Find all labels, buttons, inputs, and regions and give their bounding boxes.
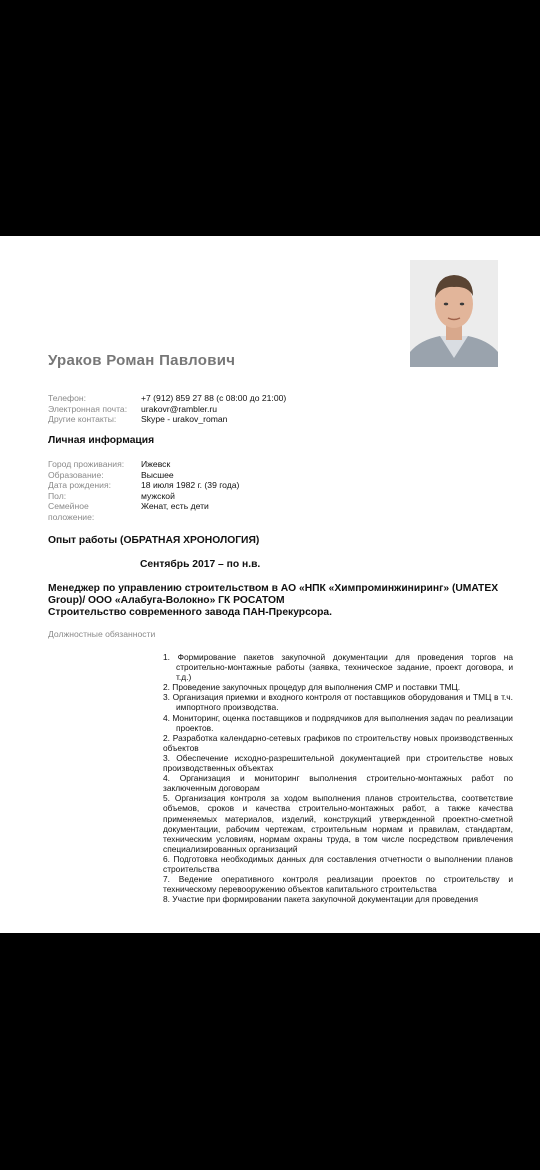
field-label-cont: положение: bbox=[48, 511, 95, 522]
contact-label: Другие контакты: bbox=[48, 414, 117, 425]
marital-value: Женат, есть дети bbox=[141, 501, 209, 512]
city-value: Ижевск bbox=[141, 459, 171, 469]
resume-page bbox=[0, 236, 540, 933]
job-title-line: Менеджер по управлению строительством в АО «НПК «Химпроминжиниринг» (UMATEX bbox=[48, 583, 499, 594]
duty-item: 6. Подготовка необходимых данных для составления отчетности о выполнении планов строительства bbox=[163, 853, 513, 874]
contact-label: Электронная почта: bbox=[48, 403, 128, 414]
education-value: Высшее bbox=[141, 469, 174, 480]
person-photo-icon bbox=[410, 260, 498, 367]
duty-item: 1. Формирование пакетов закупочной документации для проведения торгов на строительно-монтажные работы (заявка, техническое задание, проект договора, и т.д.) bbox=[163, 652, 513, 683]
section-title-experience: Опыт работы (ОБРАТНАЯ ХРОНОЛОГИЯ) bbox=[48, 535, 260, 546]
birthdate-value: 18 июля 1982 г. (39 года) bbox=[141, 480, 240, 491]
black-bottom-area bbox=[0, 933, 540, 1170]
job-title-line: Group)/ ООО «Алабуга-Волокно» ГК РОСАТОМ bbox=[48, 595, 285, 606]
section-title-personal: Личная информация bbox=[48, 435, 155, 446]
duties-label: Должностные обязанности bbox=[48, 629, 156, 639]
job-title bbox=[48, 583, 518, 619]
other-contact-value: Skype - urakov_roman bbox=[141, 414, 228, 425]
field-label: Дата рождения: bbox=[48, 480, 112, 491]
contact-label: Телефон: bbox=[48, 393, 87, 403]
duty-item: 2. Проведение закупочных процедур для выполнения СМР и поставки ТМЦ. bbox=[163, 682, 461, 693]
duty-item: 7. Ведение оперативного контроля реализации проектов по строительству и техническому перевооружению объектов капитального строительства bbox=[163, 874, 513, 895]
job-period: Сентябрь 2017 – по н.в. bbox=[140, 559, 261, 570]
phone-value: +7 (912) 859 27 88 (с 08:00 до 21:00) bbox=[141, 393, 287, 403]
full-name: Ураков Роман Павлович bbox=[48, 352, 236, 369]
duty-item: 4. Мониторинг, оценка поставщиков и подрядчиков для выполнения задач по реализации проектов. bbox=[163, 712, 513, 733]
profile-photo bbox=[410, 260, 498, 367]
duty-item: 4. Организация и мониторинг выполнения строительно-монтажных работ по заключенным договорам bbox=[163, 773, 513, 794]
job-title-line: Строительство современного завода ПАН-Прекурсора. bbox=[48, 607, 332, 618]
field-label: Пол: bbox=[48, 490, 67, 501]
duty-item: 2. Разработка календарно-сетевых графиков по строительству новых производственных объектов bbox=[163, 732, 513, 753]
duty-item: 3. Обеспечение исходно-разрешительной документацией при строительстве новых производственных объектах bbox=[163, 752, 513, 774]
duty-item: 8. Участие при формировании пакета закупочной документации для проведения bbox=[163, 894, 478, 905]
email-value[interactable]: urakovr@rambler.ru bbox=[141, 403, 218, 414]
duty-item: 3. Организация приемки и входного контроля от поставщиков оборудования и ТМЦ в т.ч. импортного производства. bbox=[163, 692, 513, 713]
field-label: Семейное bbox=[48, 501, 89, 512]
field-label: Город проживания: bbox=[48, 459, 125, 469]
gender-value: мужской bbox=[141, 490, 175, 501]
duties-list bbox=[163, 652, 513, 904]
black-top-area bbox=[0, 0, 540, 236]
field-label: Образование: bbox=[48, 469, 104, 480]
duty-item: 5. Организация контроля за ходом выполнения планов строительства, соответствие объемов, сроков и качества строительно-монтажных работ, а также качества применяемых материалов, изделий, конструкций утвержденной проектно-сметной документации, рабочим чертежам, строительным нормам и правилам, стандартам, техническим условиям, нормам охраны труда, в том числе посредством привлечения специализированных организаций bbox=[163, 793, 513, 854]
